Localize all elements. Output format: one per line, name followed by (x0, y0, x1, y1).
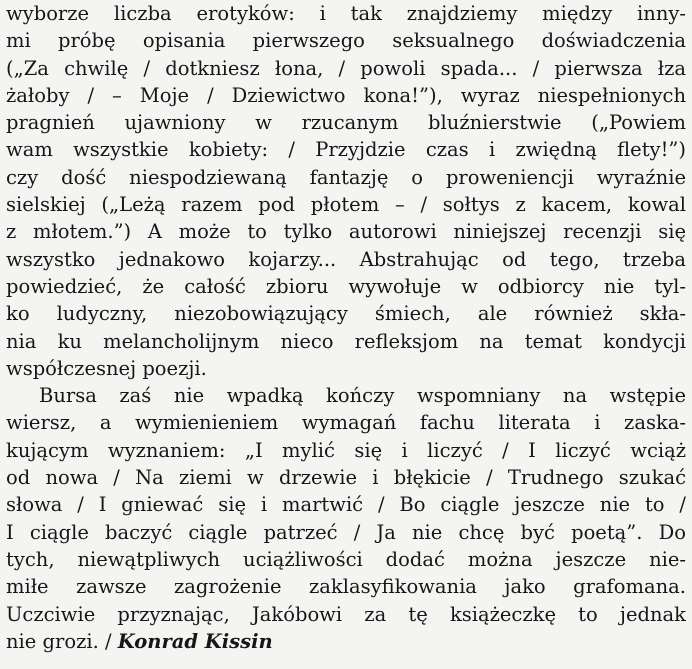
text-line: czy dość niespodziewaną fantazję o proweniencji wyraźnie (6, 165, 686, 189)
text-line: żałoby / – Moje / Dziewictwo kona!”), wyraz niespełnionych (6, 83, 686, 107)
text-line: nia ku melancholijnym nieco refleksjom na temat kondycji (6, 329, 686, 353)
text-line: słowa / I gniewać się i martwić / Bo ciągle jeszcze nie to / (6, 493, 686, 517)
text-line: wyborze liczba erotyków: i tak znajdziemy między inny- (6, 2, 686, 25)
paragraph-1 (6, 0, 686, 382)
text-line: pragnień ujawniony w rzucanym bluźnierstwie („Powiem (6, 111, 686, 135)
final-line (6, 628, 686, 655)
final-line-text: nie grozi. / (6, 629, 118, 653)
text-line: I ciągle baczyć ciągle patrzeć / Ja nie chcę być poetą”. Do (6, 520, 686, 544)
text-line: kującym wyznaniem: „I mylić się i liczyć / I liczyć wciąż (6, 438, 686, 462)
text-line: mi próbę opisania pierwszego seksualnego doświadczenia (6, 29, 686, 53)
text-line: wszystko jednakowo kojarzy... Abstrahując od tego, trzeba (6, 247, 686, 271)
text-line: od nowa / Na ziemi w drzewie i błękicie / Trudnego szukać (6, 466, 686, 490)
text-line: tych, niewątpliwych uciążliwości dodać można jeszcze nie- (6, 547, 686, 571)
text-line: sielskiej („Leżą razem pod płotem – / sołtys z kacem, kowal (6, 193, 686, 217)
text-line: Uczciwie przyznając, Jakóbowi za tę książeczkę to jednak (6, 602, 686, 626)
text-line: współczesnej poezji. (6, 356, 207, 380)
text-line: („Za chwilę / dotkniesz łona, / powoli spada... / pierwsza łza (6, 56, 686, 80)
paragraph-2 (6, 382, 686, 655)
text-line: ko ludyczny, niezobowiązujący śmiech, ale również skła- (6, 302, 686, 326)
text-line: Bursa zaś nie wpadką kończy wspomniany na wstępie (39, 384, 686, 408)
author-name: Konrad Kissin (117, 629, 273, 653)
text-line: powiedzieć, że całość zbioru wywołuje w odbiorcy nie tyl- (6, 274, 686, 298)
text-line: wiersz, a wymienieniem wymagań fachu literata i zaska- (6, 411, 686, 435)
text-line: wam wszystkie kobiety: / Przyjdzie czas i zwiędną flety!”) (6, 138, 686, 162)
text-line: z młotem.”) A może to tylko autorowi niniejszej recenzji się (6, 220, 686, 244)
text-line: miłe zawsze zagrożenie zaklasyfikowania jako grafomana. (6, 575, 686, 599)
